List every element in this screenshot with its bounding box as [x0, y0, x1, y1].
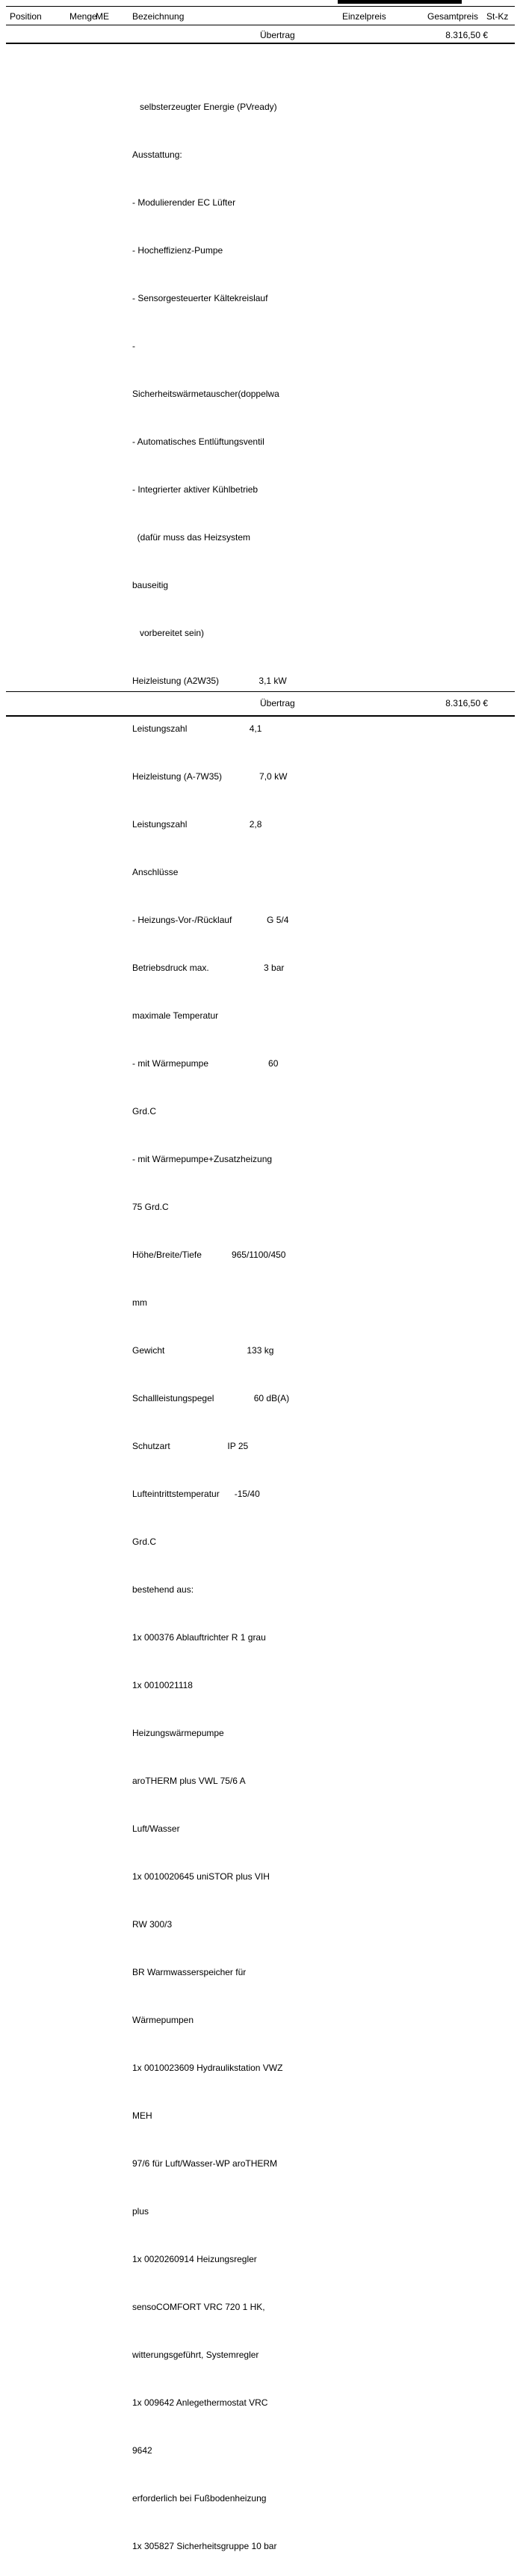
description-line: Grd.C	[132, 1536, 157, 1547]
description-line: 1x 0010020645 uniSTOR plus VIH	[132, 1871, 270, 1882]
description-line: RW 300/3	[132, 1919, 173, 1930]
description-line: 1x 305827 Sicherheitsgruppe 10 bar	[132, 2541, 277, 2551]
carry-forward-label: Übertrag	[260, 30, 295, 40]
description-line: - mit Wärmepumpe+Zusatzheizung	[132, 1154, 273, 1164]
description-line: Grd.C	[132, 1106, 157, 1116]
description-line: mm	[132, 1297, 147, 1308]
description-line: 1x 000376 Ablauftrichter R 1 grau	[132, 1632, 266, 1643]
description-line: Gewicht 133 kg	[132, 1345, 274, 1356]
description-line: MEH	[132, 2110, 152, 2121]
carry-top-thick-rule	[6, 43, 515, 44]
description-line: Heizleistung (A-7W35) 7,0 kW	[132, 771, 288, 782]
description-line: 75 Grd.C	[132, 1202, 169, 1212]
description-line: 1x 0020260914 Heizungsregler	[132, 2254, 257, 2264]
description-line: bestehend aus:	[132, 1584, 194, 1595]
description-line: Anschlüsse	[132, 867, 179, 877]
description-line: Heizungswärmepumpe	[132, 1728, 224, 1738]
description-line: 97/6 für Luft/Wasser-WP aroTHERM	[132, 2158, 278, 2169]
description-line: - Hocheffizienz-Pumpe	[132, 245, 223, 256]
carry-forward-row-bottom	[0, 698, 523, 710]
column-header-gesamtpreis: Gesamtpreis	[427, 11, 479, 22]
column-header-st-kz: St-Kz	[486, 11, 509, 22]
top-rule	[6, 6, 515, 7]
redacted-header-bar	[338, 0, 462, 4]
column-header-bezeichnung: Bezeichnung	[132, 11, 185, 22]
description-line: - Modulierender EC Lüfter	[132, 197, 236, 208]
description-line: - Integrierter aktiver Kühlbetrieb	[132, 484, 259, 495]
description-line: Schallleistungspegel 60 dB(A)	[132, 1393, 290, 1403]
description-line: - mit Wärmepumpe 60	[132, 1058, 279, 1069]
description-line: erforderlich bei Fußbodenheizung	[132, 2493, 267, 2504]
description-line: Betriebsdruck max. 3 bar	[132, 963, 285, 973]
description-line: vorbereitet sein)	[132, 628, 205, 638]
description-line: Luft/Wasser	[132, 1823, 180, 1834]
description-line: 1x 0010023609 Hydraulikstation VWZ	[132, 2063, 283, 2073]
item-description-block	[132, 53, 289, 2576]
column-header-me: ME	[96, 11, 109, 22]
description-line: bauseitig	[132, 580, 169, 590]
description-line: Wärmepumpen	[132, 2015, 194, 2025]
column-header-position: Position	[10, 11, 42, 22]
description-line: Leistungszahl 2,8	[132, 819, 262, 830]
description-line: 9642	[132, 2445, 152, 2456]
description-line: - Sensorgesteuerter Kältekreislauf	[132, 293, 268, 303]
column-header-einzelpreis: Einzelpreis	[342, 11, 386, 22]
description-line: plus	[132, 2206, 149, 2217]
carry-forward-row-top	[0, 30, 523, 42]
description-line: Schutzart IP 25	[132, 1441, 249, 1451]
description-line: 1x 0010021118	[132, 1680, 193, 1690]
description-line: (dafür muss das Heizsystem	[132, 532, 251, 543]
description-line: - Heizungs-Vor-/Rücklauf G 5/4	[132, 915, 289, 925]
description-line: maximale Temperatur	[132, 1010, 219, 1021]
carry-forward-amount: 8.316,50 €	[445, 698, 488, 708]
description-line: witterungsgeführt, Systemregler	[132, 2350, 259, 2360]
description-line: Heizleistung (A2W35) 3,1 kW	[132, 676, 287, 686]
description-line: BR Warmwasserspeicher für	[132, 1967, 247, 1977]
description-line: Lufteintrittstemperatur -15/40	[132, 1489, 260, 1499]
description-line: Ausstattung:	[132, 149, 182, 160]
description-line: selbsterzeugter Energie (PVready)	[132, 102, 277, 112]
description-line: - Automatisches Entlüftungsventil	[132, 436, 264, 447]
description-line: Sicherheitswärmetauscher(doppelwa	[132, 389, 279, 399]
description-line: Leistungszahl 4,1	[132, 723, 262, 734]
bottom-thick-rule	[6, 715, 515, 717]
description-line: sensoCOMFORT VRC 720 1 HK,	[132, 2302, 265, 2312]
description-line: -	[132, 341, 135, 351]
bottom-rule	[6, 691, 515, 692]
description-line: Höhe/Breite/Tiefe 965/1100/450	[132, 1250, 286, 1260]
carry-forward-label: Übertrag	[260, 698, 295, 708]
carry-forward-amount: 8.316,50 €	[445, 30, 488, 40]
description-line: aroTHERM plus VWL 75/6 A	[132, 1776, 246, 1786]
description-line: 1x 009642 Anlegethermostat VRC	[132, 2397, 268, 2408]
column-header-menge: Menge	[69, 11, 97, 22]
